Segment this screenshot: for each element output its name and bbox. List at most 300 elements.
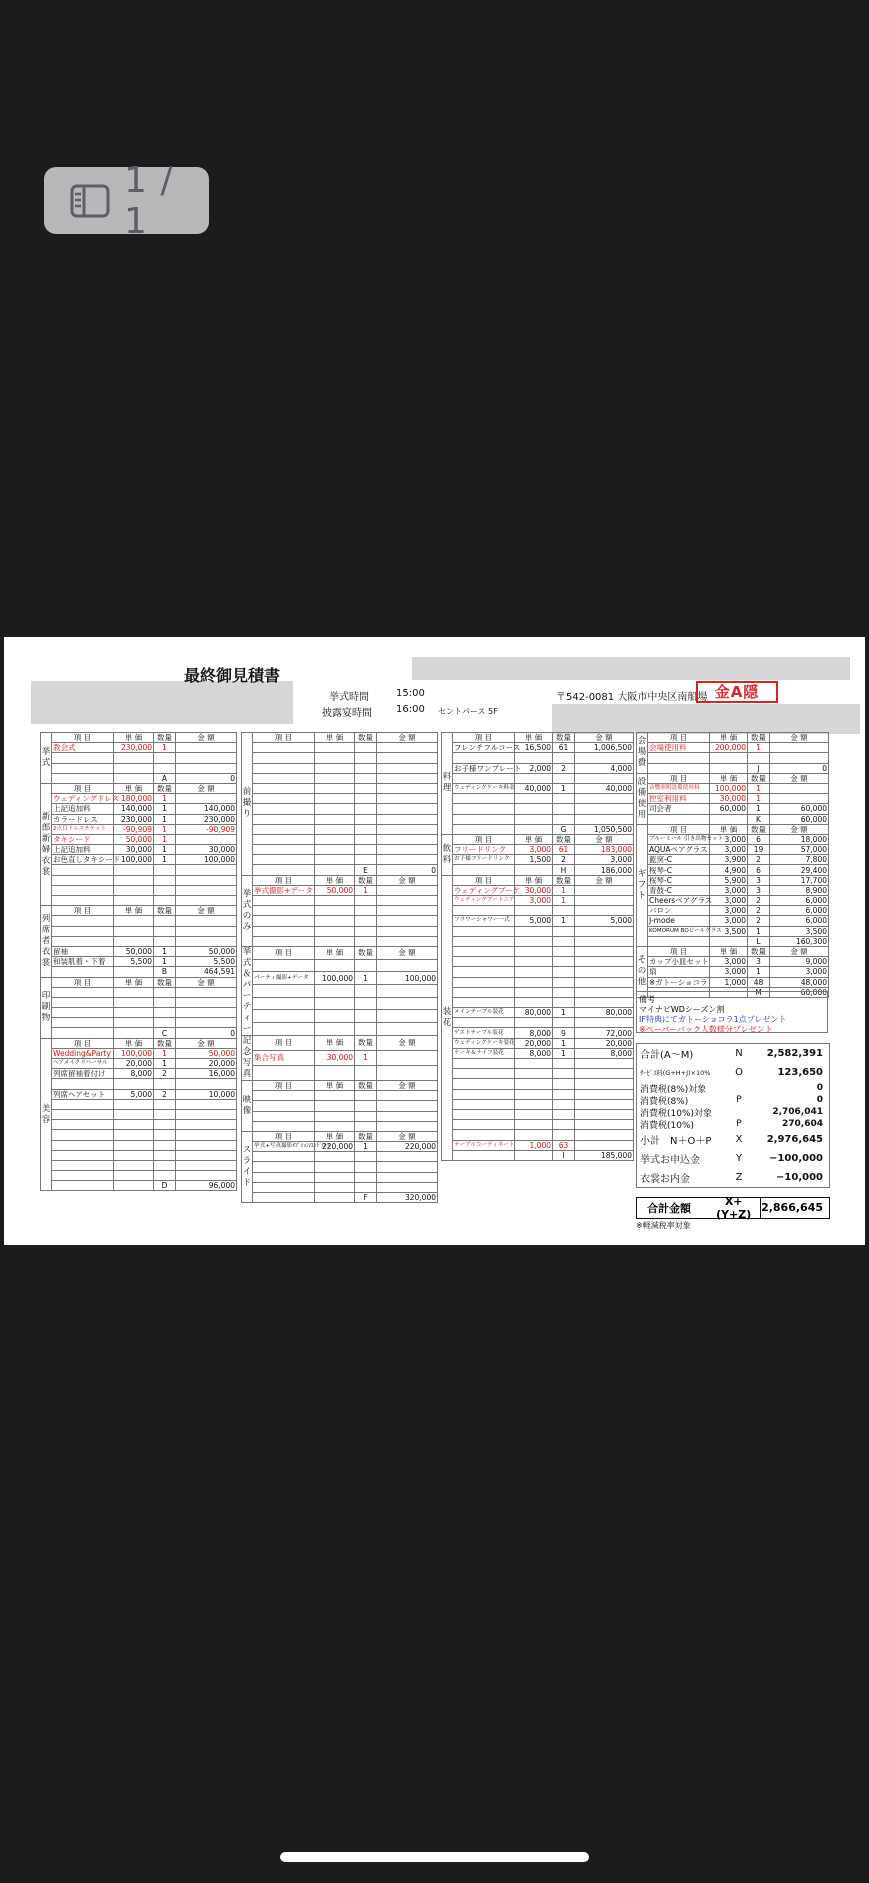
item-name: カップ小皿セット xyxy=(649,957,709,967)
page-indicator[interactable] xyxy=(44,159,209,242)
table-row xyxy=(442,967,634,977)
home-indicator[interactable] xyxy=(280,1852,589,1862)
section-label: 挙式＆パーティー xyxy=(242,946,252,1034)
unit-price: 20,000 xyxy=(114,1059,154,1069)
unit-price xyxy=(315,834,355,844)
item-name: J-mode xyxy=(648,916,710,926)
quantity xyxy=(553,804,575,814)
unit-price: 5,900 xyxy=(710,875,748,885)
unit-price xyxy=(315,1111,355,1121)
unit-price xyxy=(114,1018,154,1028)
amount: 50,000 xyxy=(176,1048,237,1058)
col-header-unit: 単 価 xyxy=(315,875,355,885)
unit-price xyxy=(114,987,154,997)
col-header-qty: 数量 xyxy=(154,783,176,793)
unit-price xyxy=(515,1079,553,1089)
amount xyxy=(176,896,237,906)
unit-price: 3,000 xyxy=(710,834,748,844)
quantity xyxy=(355,845,377,855)
subtotal-spacer xyxy=(515,865,553,875)
quantity xyxy=(355,1010,377,1023)
table-row xyxy=(637,875,829,885)
quantity xyxy=(355,834,377,844)
table-row xyxy=(242,959,438,972)
table-row xyxy=(41,1008,237,1018)
unit-price: 1,000 xyxy=(710,977,748,987)
subtotal-spacer xyxy=(52,1181,114,1191)
unit-price xyxy=(515,987,553,997)
unit-price xyxy=(114,997,154,1007)
grand-total-formula: X+(Y+Z) xyxy=(716,1195,752,1221)
col-header-item: 項 目 xyxy=(648,824,710,834)
subtotal-value: 60,000 xyxy=(770,814,829,824)
quantity xyxy=(553,1120,575,1130)
table-row xyxy=(242,1111,438,1121)
col-header-amount: 金 額 xyxy=(176,733,237,743)
table-row xyxy=(41,987,237,997)
item-name: お子様フリードリンク xyxy=(453,855,515,865)
table-row xyxy=(442,1028,634,1038)
summary-value: 2,976,645 xyxy=(766,1134,823,1145)
venue: セントパース 5F xyxy=(438,707,498,716)
amount xyxy=(176,1130,237,1140)
unit-price xyxy=(315,936,355,946)
col-header-amount: 金 額 xyxy=(575,733,634,743)
header-row xyxy=(41,977,237,987)
col-header-unit: 単 価 xyxy=(315,733,355,743)
summary-row xyxy=(637,1094,829,1106)
amount xyxy=(377,814,438,824)
amount: 57,000 xyxy=(770,845,829,855)
amount: 60,000 xyxy=(770,804,829,814)
subtotal-row xyxy=(41,1181,237,1191)
company-stamp: 金A隠 xyxy=(696,681,778,703)
unit-price: 8,000 xyxy=(114,1069,154,1079)
subtotal-key: M xyxy=(748,987,770,997)
item-name xyxy=(52,997,114,1007)
table-row xyxy=(41,855,237,865)
unit-price xyxy=(114,1160,154,1170)
item-name: お子様ワンプレート xyxy=(454,763,522,773)
quantity xyxy=(154,1160,176,1170)
table-row xyxy=(442,753,634,763)
table-row xyxy=(41,1150,237,1160)
unit-price xyxy=(515,997,553,1007)
unit-price xyxy=(114,1130,154,1140)
summary-value: 0 xyxy=(816,1095,823,1105)
subtotal-spacer xyxy=(515,1150,553,1160)
quantity xyxy=(355,743,377,753)
subtotal-key: A xyxy=(154,773,176,783)
subtotal-row xyxy=(637,814,829,824)
table-row xyxy=(637,926,829,936)
subtotal-row xyxy=(442,824,634,834)
amount xyxy=(575,936,634,946)
summary-key: P xyxy=(736,1119,742,1129)
amount xyxy=(575,1120,634,1130)
item-name xyxy=(52,865,114,875)
amount xyxy=(176,936,237,946)
unit-price xyxy=(114,1120,154,1130)
header-row xyxy=(242,875,438,885)
amount xyxy=(575,1079,634,1089)
item-name: お色直しタキシード xyxy=(53,855,121,865)
quantity xyxy=(154,1008,176,1018)
unit-price xyxy=(515,977,553,987)
unit-price: 3,000 xyxy=(710,885,748,895)
summary-label: 消費税(10%) xyxy=(640,1120,695,1131)
unit-price: 3,000 xyxy=(515,845,553,855)
table-row xyxy=(442,1008,634,1018)
amount: 230,000 xyxy=(176,814,237,824)
table-row xyxy=(442,957,634,967)
amount xyxy=(176,1160,237,1170)
header-row xyxy=(242,1131,438,1141)
amount xyxy=(377,1065,438,1080)
item-name xyxy=(453,977,515,987)
subtotal-row xyxy=(637,936,829,946)
subtotal-spacer xyxy=(648,814,710,824)
table-row xyxy=(242,997,438,1010)
col-header-amount: 金 額 xyxy=(176,1038,237,1048)
table-row xyxy=(242,972,438,985)
unit-price xyxy=(515,957,553,967)
quantity xyxy=(553,946,575,956)
unit-price xyxy=(114,936,154,946)
item-name xyxy=(453,946,515,956)
quantity xyxy=(154,1018,176,1028)
item-name: 列席ヘアセット xyxy=(52,1089,114,1099)
quantity: 2 xyxy=(154,1089,176,1099)
amount xyxy=(377,824,438,834)
grand-total-value: 2,866,645 xyxy=(760,1198,829,1218)
quantity xyxy=(553,1059,575,1069)
amount xyxy=(377,845,438,855)
table-row xyxy=(442,906,634,916)
item-name xyxy=(52,1018,114,1028)
col-header-item: 項 目 xyxy=(453,875,515,885)
amount: 29,400 xyxy=(770,865,829,875)
col-header-qty: 数量 xyxy=(355,1131,377,1141)
header-row xyxy=(41,783,237,793)
amount: 100,000 xyxy=(176,855,237,865)
item-name xyxy=(253,959,315,972)
item-name xyxy=(253,783,315,793)
quantity: 1 xyxy=(748,967,770,977)
subtotal-spacer xyxy=(710,763,748,773)
summary-value: 0 xyxy=(816,1083,823,1093)
unit-price: 8,000 xyxy=(515,1048,553,1058)
col-header-unit: 単 価 xyxy=(114,906,154,916)
item-name xyxy=(253,1152,315,1162)
subtotal-spacer xyxy=(315,1193,355,1203)
subtotal-key: K xyxy=(748,814,770,824)
summary-row xyxy=(637,1082,829,1094)
subtotal-spacer xyxy=(253,1193,315,1203)
item-name xyxy=(253,814,315,824)
table-row xyxy=(442,1069,634,1079)
quantity xyxy=(154,936,176,946)
quantity: 3 xyxy=(748,885,770,895)
item-name xyxy=(453,773,515,783)
item-name xyxy=(253,804,315,814)
item-name: 上記追加料 xyxy=(52,804,114,814)
item-name: 挙式+写真撮影ｵﾌﾟｼｮﾝ/ｴﾝﾄﾞﾛｰﾙ xyxy=(253,1142,315,1152)
item-name xyxy=(52,1171,114,1181)
section-label: 映像 xyxy=(242,1080,253,1131)
amount xyxy=(575,753,634,763)
item-name: タキシード xyxy=(52,834,114,844)
col-header-qty: 数量 xyxy=(154,977,176,987)
table-row xyxy=(442,1120,634,1130)
table-row xyxy=(637,885,829,895)
quantity xyxy=(553,957,575,967)
unit-price: 50,000 xyxy=(114,946,154,956)
unit-price xyxy=(315,985,355,998)
table-row xyxy=(442,783,634,793)
item-name: 上記追加料 xyxy=(52,845,114,855)
amount: 40,000 xyxy=(575,783,634,793)
quantity: 9 xyxy=(553,1028,575,1038)
table-row xyxy=(41,885,237,895)
subtotal-row xyxy=(442,1150,634,1160)
summary-label: 衣裳お内金 xyxy=(640,1174,690,1185)
col-header-item: 項 目 xyxy=(648,946,710,956)
summary-label: ｻｰﾋﾞｽ料(G+H+J)×10% xyxy=(640,1069,711,1077)
amount: 220,000 xyxy=(377,1142,438,1152)
item-name xyxy=(253,1162,315,1172)
quantity xyxy=(553,1099,575,1109)
table-row xyxy=(242,845,438,855)
table-row xyxy=(637,865,829,875)
subtotal-row xyxy=(242,865,438,875)
summary-key: O xyxy=(735,1067,743,1078)
subtotal-spacer xyxy=(52,967,114,977)
unit-price: 140,000 xyxy=(114,804,154,814)
summary-row xyxy=(637,1044,829,1063)
item-name: 司会者 xyxy=(648,804,710,814)
table-ceremony-costume-beauty xyxy=(40,732,237,1191)
table-row xyxy=(242,1091,438,1101)
col-header-item: 項 目 xyxy=(52,1038,114,1048)
table-row xyxy=(242,1050,438,1065)
unit-price xyxy=(515,753,553,763)
table-row xyxy=(442,743,634,753)
amount xyxy=(176,875,237,885)
notes-line: ※ペーパーバック人数様分プレゼント xyxy=(639,1025,773,1034)
unit-price xyxy=(515,1099,553,1109)
table-row xyxy=(442,1099,634,1109)
unit-price xyxy=(315,906,355,916)
quantity: 1 xyxy=(553,1048,575,1058)
amount xyxy=(377,1152,438,1162)
col-header-qty: 数量 xyxy=(355,875,377,885)
table-row xyxy=(442,814,634,824)
header-row xyxy=(442,834,634,844)
unit-price xyxy=(515,804,553,814)
col-header-qty: 数量 xyxy=(748,824,770,834)
item-name xyxy=(453,957,515,967)
subtotal-key: C xyxy=(154,1028,176,1038)
item-name xyxy=(253,1101,315,1111)
amount xyxy=(377,1162,438,1172)
summary-row xyxy=(637,1168,829,1187)
amount xyxy=(377,1111,438,1121)
item-name xyxy=(253,985,315,998)
amount xyxy=(377,985,438,998)
item-name: 集合写真 xyxy=(253,1050,315,1065)
unit-price xyxy=(114,926,154,936)
table-photo-video xyxy=(241,732,438,1203)
header-row xyxy=(41,733,237,743)
notes-line: IF特典にてガトーショコラ1点プレゼント xyxy=(639,1015,787,1024)
unit-price xyxy=(315,896,355,906)
amount: 20,000 xyxy=(575,1038,634,1048)
quantity: 61 xyxy=(553,845,575,855)
table-row xyxy=(41,1160,237,1170)
col-header-unit: 単 価 xyxy=(515,834,553,844)
quantity: 1 xyxy=(154,804,176,814)
amount xyxy=(176,1120,237,1130)
subtotal-key: J xyxy=(748,763,770,773)
amount: 80,000 xyxy=(575,1008,634,1018)
item-name: 控室利用料 xyxy=(648,794,710,804)
amount xyxy=(377,783,438,793)
unit-price xyxy=(114,1008,154,1018)
quantity xyxy=(553,997,575,1007)
table-row xyxy=(41,1048,237,1058)
col-header-item: 項 目 xyxy=(648,733,710,743)
col-header-unit: 単 価 xyxy=(315,946,355,959)
quantity: 1 xyxy=(154,1048,176,1058)
amount xyxy=(377,743,438,753)
table-row xyxy=(442,804,634,814)
amount xyxy=(377,763,438,773)
amount xyxy=(377,1121,438,1131)
quantity xyxy=(553,977,575,987)
quantity: 1 xyxy=(748,926,770,936)
col-header-amount: 金 額 xyxy=(770,946,829,956)
amount xyxy=(377,1172,438,1182)
unit-price xyxy=(315,824,355,834)
quantity xyxy=(553,753,575,763)
table-row xyxy=(41,794,237,804)
quantity: 2 xyxy=(154,1069,176,1079)
item-name: 音響照明設備使用料 xyxy=(648,783,710,793)
quantity xyxy=(154,997,176,1007)
quantity xyxy=(355,1091,377,1101)
quantity xyxy=(355,1182,377,1192)
table-row xyxy=(242,1162,438,1172)
table-row xyxy=(242,773,438,783)
unit-price xyxy=(515,773,553,783)
quantity xyxy=(154,885,176,895)
item-name: AQUAペアグラス xyxy=(649,845,708,855)
item-name: 桜琴-C xyxy=(648,875,710,885)
unit-price: 60,000 xyxy=(710,804,748,814)
unit-price xyxy=(515,926,553,936)
col-header-unit: 単 価 xyxy=(710,773,748,783)
table-row xyxy=(637,783,829,793)
quantity: 48 xyxy=(748,977,770,987)
quantity xyxy=(355,1121,377,1131)
subtotal-value: 186,000 xyxy=(575,865,634,875)
quantity xyxy=(355,916,377,926)
unit-price xyxy=(315,814,355,824)
subtotal-spacer xyxy=(710,936,748,946)
item-name xyxy=(453,1079,515,1089)
item-name xyxy=(253,845,315,855)
unit-price xyxy=(315,804,355,814)
table-row xyxy=(41,1018,237,1028)
item-name: 桜琴-C xyxy=(648,865,710,875)
unit-price xyxy=(114,896,154,906)
amount xyxy=(575,1089,634,1099)
item-name: ウェディングブートニア xyxy=(453,896,515,906)
col-header-item: 項 目 xyxy=(52,733,114,743)
col-header-qty: 数量 xyxy=(154,1038,176,1048)
amount xyxy=(176,1018,237,1028)
quantity xyxy=(154,1099,176,1109)
amount xyxy=(770,753,829,763)
item-name xyxy=(648,753,710,763)
item-name: 扇 xyxy=(648,967,710,977)
summary-label: 消費税(8%)対象 xyxy=(640,1084,707,1095)
table-row xyxy=(242,885,438,895)
quantity xyxy=(355,1152,377,1162)
subtotal-value: 0 xyxy=(377,865,438,875)
subtotal-key: D xyxy=(154,1181,176,1191)
unit-price: 100,000 xyxy=(710,783,748,793)
subtotal-spacer xyxy=(114,1181,154,1191)
unit-price: 30,000 xyxy=(710,794,748,804)
item-name xyxy=(253,906,315,916)
quantity xyxy=(553,794,575,804)
summary-value: 2,582,391 xyxy=(766,1048,823,1059)
table-row xyxy=(442,1048,634,1058)
amount xyxy=(377,834,438,844)
table-row xyxy=(41,1140,237,1150)
quantity: 1 xyxy=(154,814,176,824)
table-row xyxy=(442,997,634,1007)
quantity xyxy=(154,1120,176,1130)
quantity: 1 xyxy=(553,885,575,895)
subtotal-row xyxy=(41,773,237,783)
amount xyxy=(176,753,237,763)
unit-price: 3,000 xyxy=(710,967,748,977)
table-row xyxy=(41,763,237,773)
amount xyxy=(575,997,634,1007)
subtotal-spacer xyxy=(315,865,355,875)
quantity xyxy=(355,1065,377,1080)
quantity xyxy=(154,875,176,885)
col-header-amount: 金 額 xyxy=(770,773,829,783)
col-header-amount: 金 額 xyxy=(377,733,438,743)
quantity: 1 xyxy=(154,957,176,967)
amount: 72,000 xyxy=(575,1028,634,1038)
amount xyxy=(575,1130,634,1140)
col-header-item: 項 目 xyxy=(253,1035,315,1050)
item-name: ウェディングドレス xyxy=(53,794,120,804)
unit-price: 30,000 xyxy=(114,845,154,855)
amount: 8,900 xyxy=(770,885,829,895)
table-row xyxy=(41,997,237,1007)
table-row xyxy=(442,1079,634,1089)
estimate-document xyxy=(4,637,865,1245)
table-row xyxy=(442,916,634,926)
amount xyxy=(575,773,634,783)
quantity xyxy=(355,753,377,763)
